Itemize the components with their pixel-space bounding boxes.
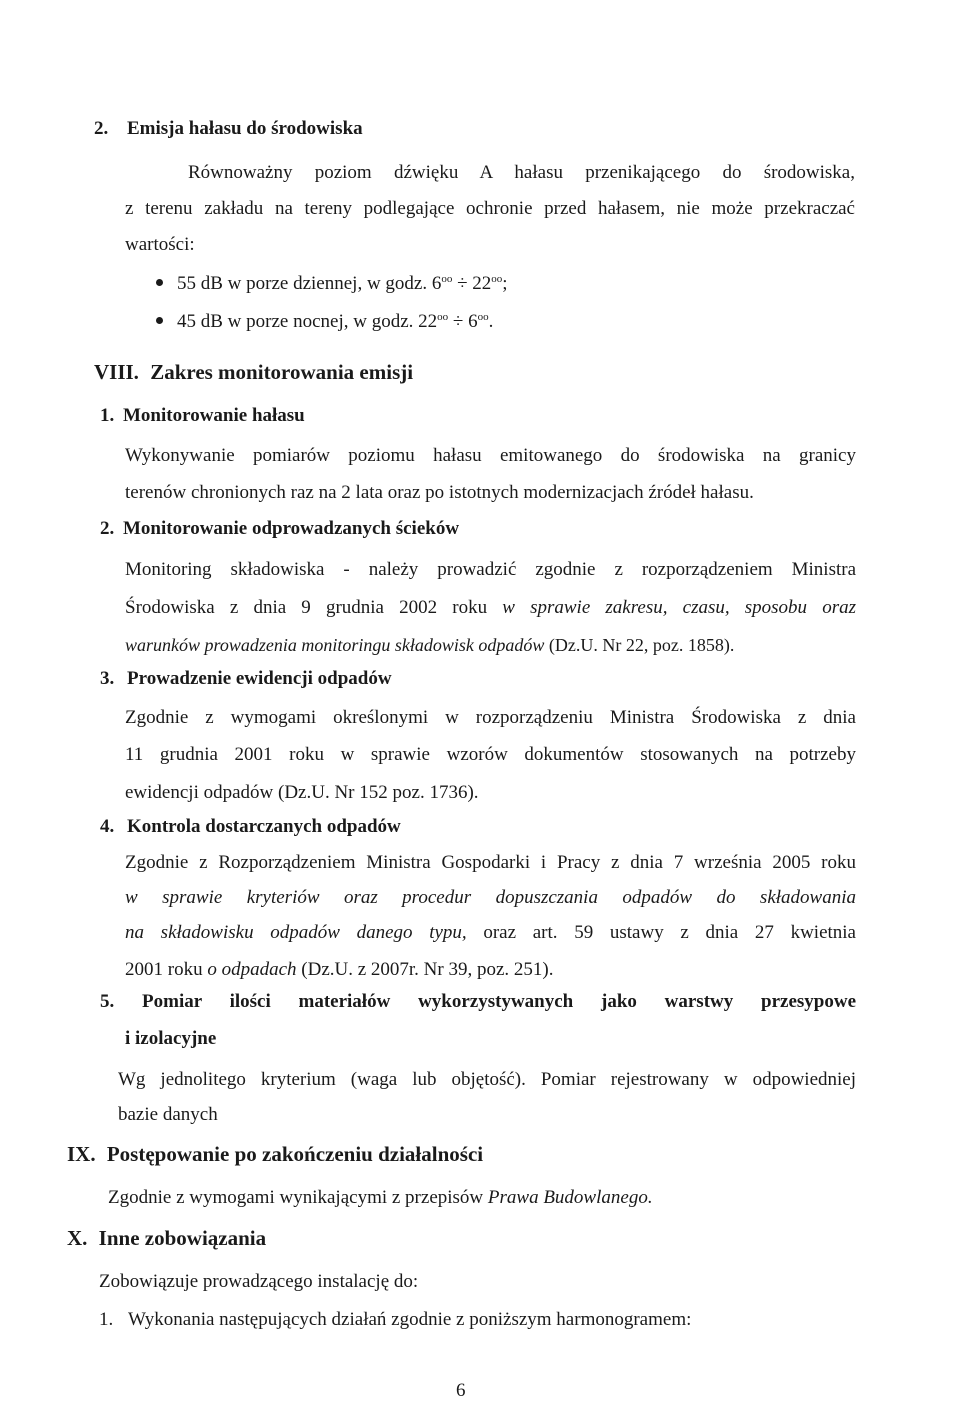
viii-item-5-line-1: Wg jednolitego kryterium (waga lub objętość). Pomiar rejestrowany w odpowiedniej xyxy=(118,1069,856,1090)
viii-item-2-line-3: warunków prowadzenia monitoringu składowisk odpadów (Dz.U. Nr 22, poz. 1858). xyxy=(125,635,735,655)
viii-item-4-line-1: Zgodnie z Rozporządzeniem Ministra Gospodarki i Pracy z dnia 7 września 2005 roku xyxy=(125,852,856,873)
viii-item-4-line-4: 2001 roku o odpadach (Dz.U. z 2007r. Nr 39, poz. 251). xyxy=(125,959,554,980)
section-x-heading xyxy=(67,1226,266,1251)
viii-item-5-title: Pomiar ilości materiałów wykorzystywanych jako warstwy przesypowe xyxy=(142,991,856,1012)
bullet-icon xyxy=(156,279,163,286)
viii-item-4-line-2: w sprawie kryteriów oraz procedur dopuszczania odpadów do składowania xyxy=(125,887,856,908)
section-viii-title: Zakres monitorowania emisji xyxy=(150,360,414,384)
section-x-item-1: 1. Wykonania następujących działań zgodnie z poniższym harmonogramem: xyxy=(99,1309,692,1330)
viii-item-5-line-2: bazie danych xyxy=(118,1104,218,1125)
viii-item-3-line-2: 11 grudnia 2001 roku w sprawie wzorów dokumentów stosowanych na potrzeby xyxy=(125,744,856,765)
viii-item-3-title: Prowadzenie ewidencji odpadów xyxy=(127,668,392,689)
viii-item-2-line-2: Środowiska z dnia 9 grudnia 2002 roku w sprawie zakresu, czasu, sposobu oraz xyxy=(125,597,856,618)
s2-para-line-3: wartości: xyxy=(125,234,195,255)
section-2-heading xyxy=(94,118,363,140)
viii-item-4-line-3: na składowisku odpadów danego typu, oraz art. 59 ustawy z dnia 27 kwietnia xyxy=(125,922,856,943)
section-2-title: Emisja hałasu do środowiska xyxy=(127,118,363,139)
s2-para-line-2: z terenu zakładu na tereny podlegające ochronie przed hałasem, nie może przekraczać xyxy=(125,198,855,219)
viii-item-5-heading: 5. Pomiar ilości materiałów wykorzystywanych jako warstwy przesypowe xyxy=(100,991,856,1012)
viii-item-4-title: Kontrola dostarczanych odpadów xyxy=(127,816,401,837)
section-x-line-1: Zobowiązuje prowadzącego instalację do: xyxy=(99,1271,419,1292)
section-x-title: Inne zobowiązania xyxy=(98,1226,267,1250)
viii-item-4-heading: 4. Kontrola dostarczanych odpadów xyxy=(100,816,401,837)
viii-item-1-line-2: terenów chronionych raz na 2 lata oraz po istotnych modernizacjach źródeł hałasu. xyxy=(125,482,754,503)
section-x-number: X. xyxy=(67,1226,88,1250)
viii-item-1-title: Monitorowanie hałasu xyxy=(123,405,305,426)
viii-item-2-line-1: Monitoring składowiska - należy prowadzić zgodnie z rozporządzeniem Ministra xyxy=(125,559,856,580)
s2-bullet-day: 55 dB w porze dziennej, w godz. $6^{oo} \div 22^{oo}$; xyxy=(156,266,508,302)
viii-item-2-title: Monitorowanie odprowadzanych ścieków xyxy=(123,518,460,539)
section-ix-number: IX. xyxy=(67,1142,96,1166)
page-number: 6 xyxy=(456,1380,466,1401)
viii-item-1-heading: 1. Monitorowanie hałasu xyxy=(100,405,305,426)
viii-item-3-line-1: Zgodnie z wymogami określonymi w rozporządzeniu Ministra Środowiska z dnia xyxy=(125,707,856,728)
section-ix-line-1: Zgodnie z wymogami wynikającymi z przepisów Prawa Budowlanego. xyxy=(108,1187,653,1208)
bullet-icon xyxy=(156,317,163,324)
viii-item-5-title-line-2: i izolacyjne xyxy=(125,1028,217,1049)
viii-item-2-heading: 2. Monitorowanie odprowadzanych ścieków xyxy=(100,518,460,539)
section-viii-number: VIII. xyxy=(94,360,139,384)
section-2-number: 2. xyxy=(94,118,109,139)
viii-item-3-heading: 3. Prowadzenie ewidencji odpadów xyxy=(100,668,392,689)
viii-item-1-line-1: Wykonywanie pomiarów poziomu hałasu emitowanego do środowiska na granicy xyxy=(125,445,856,466)
section-ix-title: Postępowanie po zakończeniu działalności xyxy=(106,1142,484,1166)
viii-item-3-line-3: ewidencji odpadów (Dz.U. Nr 152 poz. 1736). xyxy=(125,782,479,803)
section-viii-heading xyxy=(94,360,413,385)
s2-bullet-night: 45 dB w porze nocnej, w godz. $22^{oo} \div 6^{oo}$. xyxy=(156,304,493,340)
section-ix-heading xyxy=(67,1142,483,1167)
s2-para-line-1: Równoważny poziom dźwięku A hałasu przenikającego do środowiska, xyxy=(188,162,855,183)
